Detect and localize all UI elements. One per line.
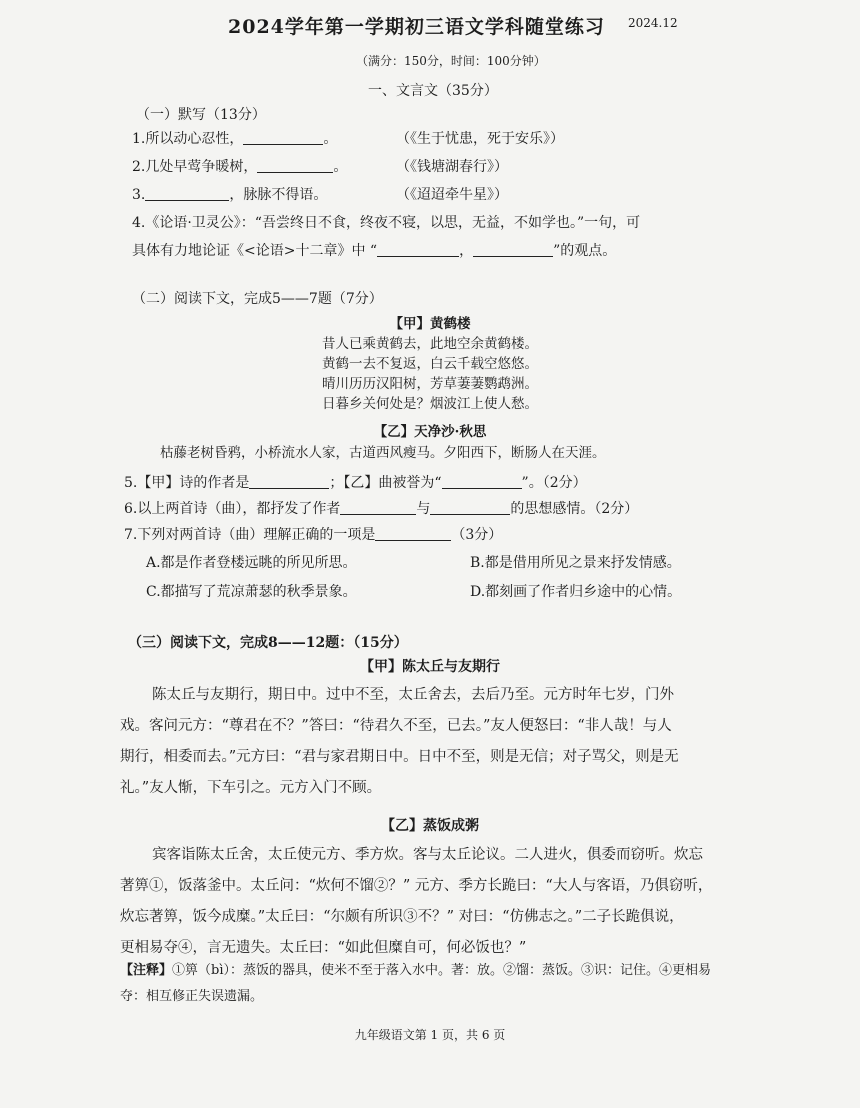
part3-heading: （三）阅读下文，完成8——12题：（15分） bbox=[128, 635, 408, 651]
text-b-title: 【乙】蒸饭成粥 bbox=[381, 818, 479, 834]
part2-heading: （二）阅读下文，完成5——7题（7分） bbox=[132, 291, 383, 307]
poem-b-text: 枯藤老树昏鸦，小桥流水人家，古道西风瘦马。夕阳西下，断肠人在天涯。 bbox=[160, 445, 606, 461]
q2-prompt: 2.几处早莺争暖树， bbox=[132, 159, 258, 175]
q2-end: 。 bbox=[333, 159, 348, 175]
q7-answer-blank[interactable] bbox=[375, 526, 451, 541]
text-a-line-1: 陈太丘与友期行，期日中。过中不至，太丘舍去，去后乃至。元方时年七岁，门外 bbox=[152, 687, 674, 703]
option-b[interactable]: B.都是借用所见之景来抒发情感。 bbox=[470, 555, 681, 571]
annotation-text-1: ①箅（bì）：蒸饭的器具，使米不至于落入水中。著：放。②馏：蒸饭。③识：记住。④更相易 bbox=[172, 963, 711, 978]
option-a[interactable]: A.都是作者登楼远眺的所见所思。 bbox=[146, 555, 357, 571]
poem-a-line-1: 昔人已乘黄鹤去，此地空余黄鹤楼。 bbox=[322, 336, 538, 352]
q1-source: （《生于忧患，死于安乐》） bbox=[396, 131, 564, 147]
q5-answer-blank-1[interactable] bbox=[249, 474, 329, 489]
q3-prompt: 3. bbox=[132, 187, 146, 203]
q2-source: （《钱塘湖春行》） bbox=[396, 159, 508, 175]
q7-end: （3分） bbox=[451, 527, 503, 543]
part1-heading: （一）默写（13分） bbox=[136, 107, 266, 123]
q4-answer-blank-1[interactable] bbox=[377, 242, 459, 257]
q1-end: 。 bbox=[323, 131, 338, 147]
poem-a-line-3: 晴川历历汉阳树，芳草萋萋鹦鹉洲。 bbox=[322, 376, 538, 392]
text-a-title: 【甲】陈太丘与友期行 bbox=[360, 659, 500, 675]
q4-answer-blank-2[interactable] bbox=[473, 242, 553, 257]
q6-prompt: 6.以上两首诗（曲），都抒发了作者 bbox=[124, 501, 341, 517]
q4-separator: ， bbox=[459, 243, 474, 259]
q3-source: （《迢迢牵牛星》） bbox=[396, 187, 508, 203]
q7-prompt: 7.下列对两首诗（曲）理解正确的一项是 bbox=[124, 527, 376, 543]
q3-answer-blank[interactable] bbox=[145, 186, 229, 201]
q2-answer-blank[interactable] bbox=[257, 158, 333, 173]
section-one-heading: 一、文言文（35分） bbox=[368, 83, 498, 99]
q6-answer-blank-1[interactable] bbox=[340, 500, 416, 515]
q6-middle: 与 bbox=[416, 501, 431, 517]
text-b-line-3: 炊忘著箅，饭今成糜。”太丘曰：“尔颇有所识③不？” 对曰：“仿佛志之。”二子长跪俱说， bbox=[120, 909, 684, 925]
poem-a-line-2: 黄鹤一去不复返，白云千载空悠悠。 bbox=[322, 356, 538, 372]
q5-middle: ；【乙】曲被誉为“ bbox=[329, 475, 442, 491]
q1-answer-blank[interactable] bbox=[243, 130, 323, 145]
page-footer: 九年级语文第 1 页，共 6 页 bbox=[354, 1028, 506, 1042]
q4-prompt: 具体有力地论证《<论语>十二章》中 “ bbox=[132, 243, 378, 259]
question-3 bbox=[132, 184, 327, 204]
question-6 bbox=[124, 498, 638, 518]
question-4-line1: 4.《论语·卫灵公》：“吾尝终日不食，终夜不寝，以思，无益，不如学也。”一句，可 bbox=[132, 215, 641, 231]
poem-a-title: 【甲】黄鹤楼 bbox=[389, 316, 471, 332]
text-b-line-2: 著箅①，饭落釜中。太丘问：“炊何不馏②？” 元方、季方长跪曰：“大人与客语，乃俱窃听， bbox=[120, 878, 713, 894]
question-7 bbox=[124, 524, 502, 544]
page-title: 2024学年第一学期初三语文学科随堂练习 bbox=[228, 16, 605, 38]
question-1 bbox=[132, 128, 337, 148]
text-a-line-2: 戏。客问元方：“尊君在不？”答曰：“待君久不至，已去。”友人便怒曰：“非人哉！与人 bbox=[120, 718, 672, 734]
question-5 bbox=[124, 472, 587, 492]
q5-prompt: 5.【甲】诗的作者是 bbox=[124, 475, 250, 491]
question-2 bbox=[132, 156, 347, 176]
option-d[interactable]: D.都刻画了作者归乡途中的心情。 bbox=[470, 584, 682, 600]
poem-a-line-4: 日暮乡关何处是？烟波江上使人愁。 bbox=[322, 396, 538, 412]
q3-end: ，脉脉不得语。 bbox=[229, 187, 328, 203]
text-a-line-4: 礼。”友人惭，下车引之。元方入门不顾。 bbox=[120, 780, 382, 796]
q5-end: ”。（2分） bbox=[521, 475, 587, 491]
annotation-line-2: 夺：相互修正失误遗漏。 bbox=[120, 989, 264, 1004]
q5-answer-blank-2[interactable] bbox=[442, 474, 522, 489]
text-b-line-1: 宾客诣陈太丘舍，太丘使元方、季方炊。客与太丘论议。二人进火，俱委而窃听。炊忘 bbox=[152, 847, 703, 863]
score-time-note: （满分：150分，时间：100分钟） bbox=[356, 54, 546, 68]
annotation-line-1 bbox=[120, 958, 711, 983]
annotation-label: 【注释】 bbox=[120, 963, 173, 978]
poem-b-title: 【乙】天净沙·秋思 bbox=[373, 424, 487, 440]
text-a-line-3: 期行，相委而去。”元方曰：“君与家君期日中。日中不至，则是无信；对子骂父，则是无 bbox=[120, 749, 679, 765]
q6-end: 的思想感情。（2分） bbox=[510, 501, 639, 517]
question-4-line2 bbox=[132, 240, 616, 260]
q6-answer-blank-2[interactable] bbox=[430, 500, 510, 515]
exam-date: 2024.12 bbox=[628, 16, 678, 30]
option-c[interactable]: C.都描写了荒凉萧瑟的秋季景象。 bbox=[146, 584, 357, 600]
q1-prompt: 1.所以动心忍性， bbox=[132, 131, 244, 147]
q4-end: ”的观点。 bbox=[553, 243, 617, 259]
text-b-line-4: 更相易夺④，言无遗失。太丘曰：“如此但糜自可，何必饭也？” bbox=[120, 940, 527, 956]
